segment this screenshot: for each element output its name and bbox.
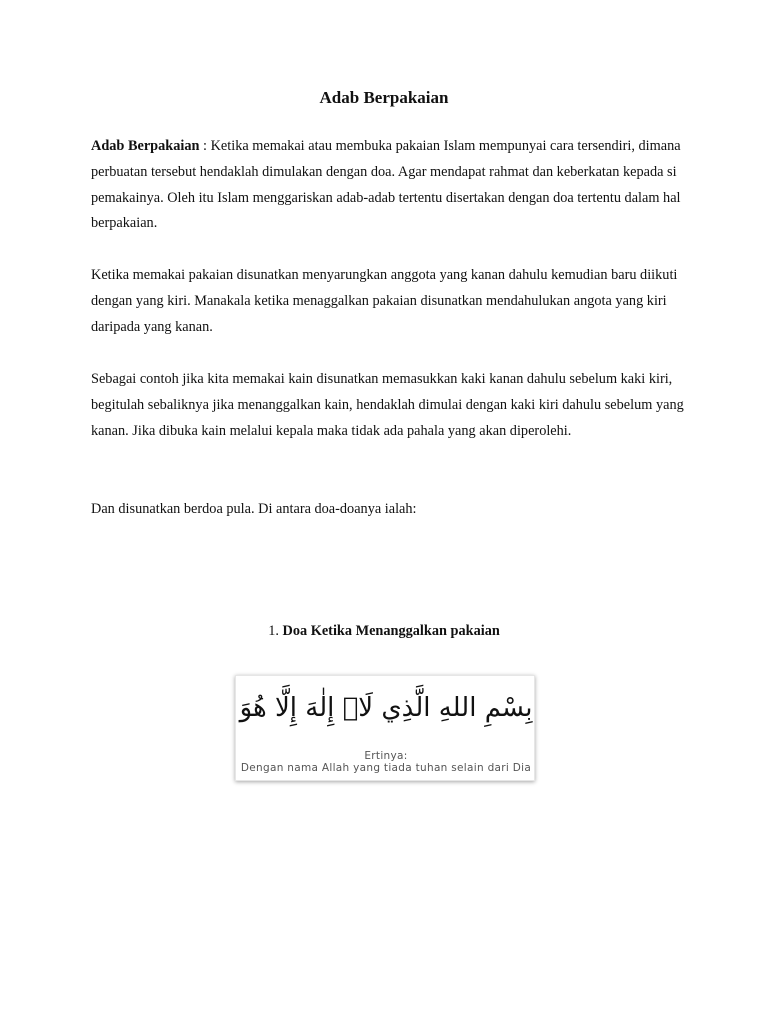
- doa-caption-text: Dengan nama Allah yang tiada tuhan selain dari Dia: [240, 762, 532, 774]
- doa-arabic-text: بِسْمِ اللهِ الَّذِي لَاۤ إِلٰهَ إِلَّا هُوَ: [239, 693, 533, 723]
- doa-heading: [0, 619, 768, 644]
- paragraph-intro: [91, 134, 691, 237]
- paragraph-memakai: Ketika memakai pakaian disunatkan menyarungkan anggota yang kanan dahulu kemudian baru diikuti dengan yang kiri. Manakala ketika menaggalkan pakaian disunatkan mendahulukan angota yang kiri daripada yang kanan.: [91, 267, 678, 335]
- doa-heading-number: 1.: [268, 623, 279, 639]
- page-title: Adab Berpakaian: [319, 88, 449, 107]
- doa-image: [235, 675, 535, 781]
- paragraph-intro-text: : Ketika memakai atau membuka pakaian Islam mempunyai cara tersendiri, dimana perbuatan tersebut hendaklah dimulakan dengan doa. Agar mendapat rahmat dan keberkatan kepada si pemakainya. Oleh itu Islam menggariskan adab-adab tertentu disertakan dengan doa tertentu dalam hal berpakaian.: [91, 138, 681, 232]
- paragraph-intro-lead: Adab Berpakaian: [91, 138, 200, 154]
- doa-heading-label: Doa Ketika Menanggalkan pakaian: [282, 623, 500, 639]
- doa-caption-label: Ertinya:: [364, 750, 408, 762]
- doa-caption: [236, 750, 535, 774]
- paragraph-contoh: Sebagai contoh jika kita memakai kain disunatkan memasukkan kaki kanan dahulu sebelum kaki kiri, begitulah sebaliknya jika menanggalkan kain, hendaklah dimulai dengan kaki kiri dahulu sebelum yang kanan. Jika dibuka kain melalui kepala maka tidak ada pahala yang akan diperolehi.: [91, 371, 684, 439]
- paragraph-berdoa: Dan disunatkan berdoa pula. Di antara doa-doanya ialah:: [91, 501, 417, 517]
